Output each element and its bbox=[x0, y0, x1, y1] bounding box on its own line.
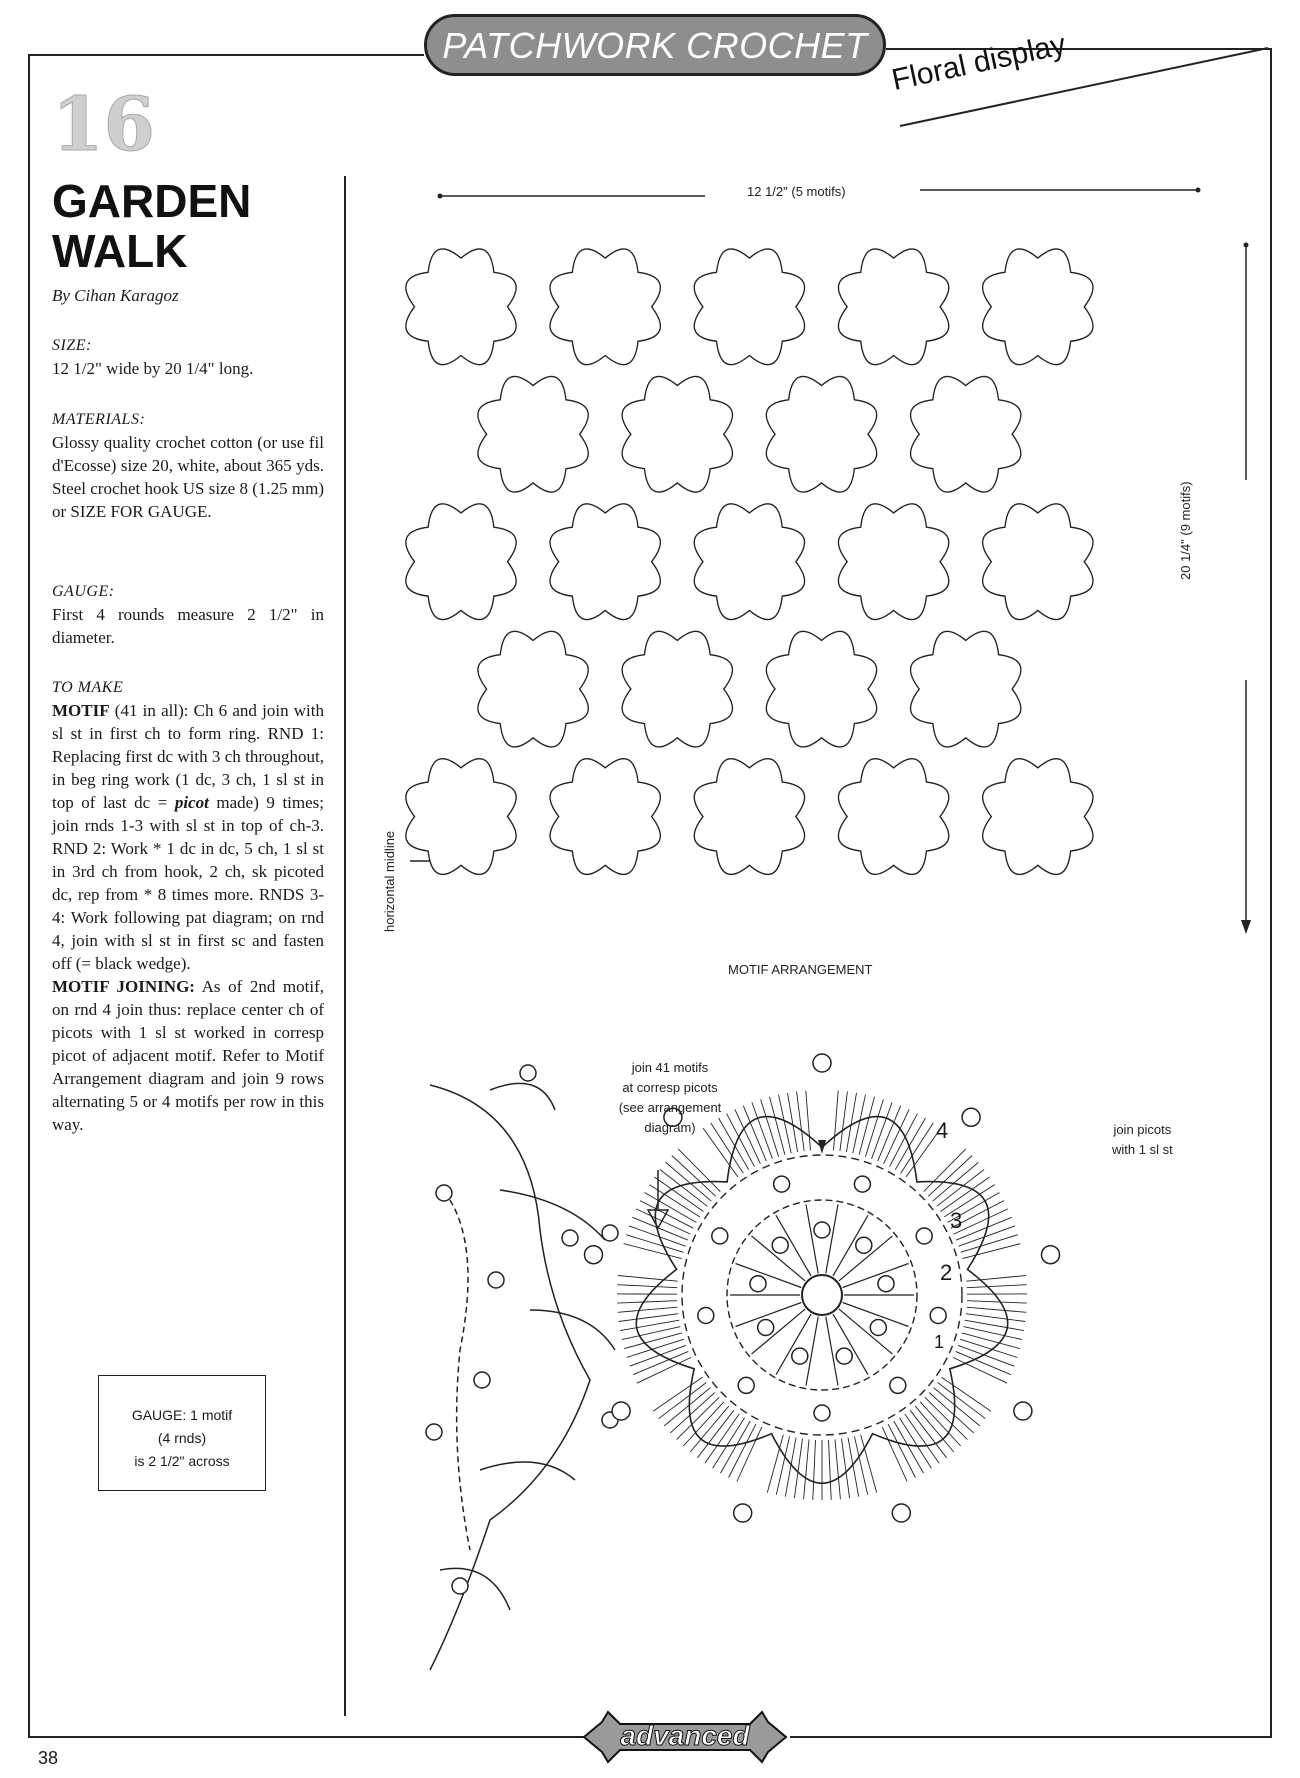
picot bbox=[772, 1237, 788, 1253]
frame-line bbox=[28, 1736, 588, 1738]
motif-flower bbox=[406, 759, 516, 875]
stitch-line bbox=[705, 1414, 739, 1463]
picot bbox=[890, 1377, 906, 1393]
stitch-line bbox=[767, 1435, 783, 1493]
picot bbox=[962, 1108, 980, 1126]
page-number: 38 bbox=[38, 1748, 59, 1768]
stitch-line bbox=[966, 1314, 1026, 1322]
picot bbox=[712, 1228, 728, 1244]
gauge-box-line: (4 rnds) bbox=[157, 1430, 207, 1446]
arrangement-caption: MOTIF ARRANGEMENT bbox=[728, 962, 873, 977]
round-1-label: 1 bbox=[934, 1332, 945, 1352]
motif-flower bbox=[478, 376, 588, 492]
picot-note-line: join picots bbox=[1113, 1122, 1172, 1137]
size-heading: SIZE: bbox=[52, 337, 92, 354]
motif-flower bbox=[983, 504, 1093, 620]
picot bbox=[750, 1276, 766, 1292]
joining-label: MOTIF JOINING: bbox=[52, 977, 195, 996]
stitch-line bbox=[915, 1406, 954, 1452]
stitch-line bbox=[813, 1440, 816, 1500]
materials-section bbox=[52, 408, 324, 523]
stitch-line bbox=[653, 1377, 702, 1411]
stitch-line bbox=[937, 1170, 984, 1207]
motif-flower bbox=[838, 759, 948, 875]
picot bbox=[585, 1246, 603, 1264]
gauge-section bbox=[52, 580, 324, 649]
stitch-line bbox=[804, 1439, 809, 1499]
motif-flower bbox=[694, 249, 804, 365]
motif-flower bbox=[911, 376, 1021, 492]
motif-flower bbox=[694, 504, 804, 620]
join-note-line: (see arrangement bbox=[618, 1100, 722, 1115]
gauge-heading: GAUGE: bbox=[52, 583, 115, 600]
stitch-line bbox=[842, 1439, 850, 1498]
size-text: 12 1/2" wide by 20 1/4" long. bbox=[52, 359, 254, 378]
stitch-line bbox=[962, 1244, 1020, 1259]
join-note bbox=[600, 1058, 740, 1138]
stitch-line bbox=[736, 1264, 802, 1288]
motif-flower bbox=[766, 631, 876, 747]
picot bbox=[1014, 1402, 1032, 1420]
picot bbox=[870, 1320, 886, 1336]
stitch-line bbox=[627, 1339, 684, 1357]
frame-line bbox=[28, 54, 30, 1737]
stitch-line bbox=[835, 1439, 840, 1499]
picot bbox=[878, 1276, 894, 1292]
motif-flower bbox=[622, 631, 732, 747]
round-4-label: 4 bbox=[936, 1118, 949, 1143]
column-divider bbox=[344, 176, 346, 1716]
section-subtitle: Floral display bbox=[888, 27, 1069, 98]
stitch-line bbox=[806, 1204, 818, 1273]
picot bbox=[856, 1237, 872, 1253]
stitch-line bbox=[905, 1414, 939, 1463]
stitch-line bbox=[942, 1377, 991, 1411]
motif-flower bbox=[766, 376, 876, 492]
stitch-line bbox=[626, 1235, 683, 1253]
width-label: 12 1/2" (5 motifs) bbox=[747, 184, 846, 199]
motif-label: MOTIF bbox=[52, 701, 110, 720]
motif-flower bbox=[911, 631, 1021, 747]
stitch-line bbox=[960, 1339, 1017, 1357]
stitch-line bbox=[833, 1314, 868, 1375]
stitch-line bbox=[910, 1410, 947, 1458]
stitch-line bbox=[617, 1301, 677, 1303]
stitch-line bbox=[895, 1118, 925, 1170]
gauge-box-line: GAUGE: 1 motif bbox=[131, 1407, 233, 1423]
stitch-line bbox=[901, 1123, 934, 1173]
stitch-line bbox=[865, 1099, 883, 1156]
stitch-line bbox=[659, 1383, 707, 1419]
stitch-line bbox=[690, 1406, 729, 1452]
motif-text: made) 9 times; join rnds 1-3 with sl st in top of ch-3. RND 2: Work * 1 dc in dc, 5 ch, 1 sl st in 3rd ch from hook, 2 ch, sk picoted dc, rep from * 8 times more. RNDS 3-4: Work following pat diagram; on rnd 4, join with sl st in first sc and fasten off (= black wedge). bbox=[52, 793, 325, 973]
frame-line bbox=[790, 1736, 1270, 1738]
round-2-label: 2 bbox=[940, 1260, 953, 1285]
stitch-line bbox=[840, 1092, 848, 1152]
skill-level: advanced bbox=[620, 1720, 750, 1751]
picot bbox=[930, 1308, 946, 1324]
picot bbox=[738, 1377, 754, 1393]
center-ring bbox=[802, 1275, 842, 1315]
stitch-line bbox=[967, 1301, 1027, 1303]
stitch-line bbox=[624, 1333, 682, 1349]
picot bbox=[916, 1228, 932, 1244]
stitch-line bbox=[761, 1099, 779, 1156]
round-3-label: 3 bbox=[950, 1208, 963, 1233]
motif-flower bbox=[622, 376, 732, 492]
picot bbox=[813, 1054, 831, 1072]
joining-instructions bbox=[52, 975, 324, 1136]
gauge-text: First 4 rounds measure 2 1/2" in diameter. bbox=[52, 605, 324, 647]
pattern-number: 16 bbox=[52, 82, 155, 168]
gauge-box bbox=[98, 1375, 266, 1491]
to-make-heading: TO MAKE bbox=[52, 679, 124, 696]
picot bbox=[792, 1348, 808, 1364]
picot bbox=[1042, 1246, 1060, 1264]
gauge-box-line: is 2 1/2" across bbox=[134, 1453, 230, 1469]
pattern-title bbox=[52, 176, 342, 276]
picot bbox=[734, 1504, 752, 1522]
stitch-line bbox=[925, 1397, 968, 1439]
stitch-line bbox=[697, 1410, 734, 1458]
motif-flower bbox=[983, 249, 1093, 365]
stitch-line bbox=[797, 1092, 805, 1152]
picot bbox=[814, 1222, 830, 1238]
subtitle-underline bbox=[896, 40, 1276, 130]
skill-level-badge bbox=[580, 1710, 790, 1764]
picot bbox=[854, 1176, 870, 1192]
stitch-line bbox=[806, 1317, 818, 1386]
frame-line bbox=[1270, 48, 1272, 1738]
stitch-line bbox=[961, 1235, 1018, 1253]
motif-grid bbox=[406, 249, 1093, 874]
picot-note bbox=[1112, 1120, 1173, 1160]
designer-byline: By Cihan Karagoz bbox=[52, 286, 179, 305]
height-label: 20 1/4" (9 motifs) bbox=[1178, 481, 1193, 580]
stitch-line bbox=[967, 1285, 1027, 1288]
instructions-section bbox=[52, 676, 324, 1136]
frame-line bbox=[28, 54, 424, 56]
stitch-line bbox=[834, 1091, 839, 1151]
series-banner bbox=[424, 14, 886, 76]
size-section bbox=[52, 334, 324, 380]
stitch-line bbox=[776, 1314, 811, 1375]
stitch-line bbox=[770, 1097, 785, 1155]
join-note-line: at corresp picots bbox=[622, 1080, 718, 1095]
picot bbox=[698, 1308, 714, 1324]
stitch-line bbox=[826, 1204, 838, 1273]
stitch-line bbox=[861, 1435, 877, 1493]
stitch-line bbox=[713, 1418, 745, 1469]
motif-flower bbox=[406, 504, 516, 620]
series-title: PATCHWORK CROCHET bbox=[442, 25, 868, 66]
stitch-line bbox=[618, 1307, 678, 1312]
stitch-line bbox=[624, 1244, 682, 1259]
stitch-line bbox=[664, 1388, 710, 1426]
stitch-line bbox=[806, 1091, 811, 1151]
stitch-line bbox=[617, 1285, 677, 1288]
stitch-line bbox=[794, 1439, 802, 1498]
join-note-line: join 41 motifs bbox=[631, 1060, 709, 1075]
motif-flower bbox=[983, 759, 1093, 875]
motif-flower bbox=[838, 249, 948, 365]
motif-flower bbox=[406, 249, 516, 365]
stitch-line bbox=[938, 1383, 986, 1419]
picot bbox=[774, 1176, 790, 1192]
motif-arrangement-diagram bbox=[360, 160, 1260, 1000]
stitch-line bbox=[829, 1440, 832, 1500]
picot bbox=[612, 1402, 630, 1420]
stitch-line bbox=[672, 1156, 716, 1197]
picot-note-line: with 1 sl st bbox=[1112, 1142, 1173, 1157]
joining-text: As of 2nd motif, on rnd 4 join thus: replace center ch of picots with 1 sl st worked in corresp picot of adjacent motif. Refer to Motif Arrangement diagram and join 9 rows alternating 5 or 4 motifs per row in this way. bbox=[52, 977, 325, 1134]
pattern-title-line: WALK bbox=[52, 225, 188, 277]
motif-instructions bbox=[52, 699, 324, 975]
materials-heading: MATERIALS: bbox=[52, 411, 146, 428]
motif-flower bbox=[550, 759, 660, 875]
motif-flower bbox=[694, 759, 804, 875]
motif-flower bbox=[478, 631, 588, 747]
picot-term: picot bbox=[174, 793, 209, 812]
stitch-line bbox=[826, 1317, 838, 1386]
stitch-line bbox=[619, 1314, 679, 1322]
motif-text: (41 in all): Ch 6 and join with sl st in first ch to form ring. RND 1: Replacing first dc with 3 ch throughout, in beg ring work (1 dc, 3 ch, 1 sl st in top of last dc = bbox=[52, 701, 324, 812]
picot bbox=[836, 1348, 852, 1364]
stitch-line bbox=[899, 1418, 931, 1469]
picot bbox=[814, 1405, 830, 1421]
materials-text: Glossy quality crochet cotton (or use fil d'Ecosse) size 20, white, about 365 yds. Steel crochet hook US size 8 (1.25 mm) or SIZE FOR GAUGE. bbox=[52, 433, 324, 521]
stitch-line bbox=[934, 1388, 980, 1426]
stitch-line bbox=[859, 1097, 874, 1155]
pattern-title-line: GARDEN bbox=[52, 175, 252, 227]
motif-flower bbox=[838, 504, 948, 620]
stitch-line bbox=[928, 1156, 972, 1197]
stitch-line bbox=[677, 1397, 720, 1439]
join-note-line: diagram) bbox=[644, 1120, 696, 1135]
stitch-line bbox=[962, 1333, 1020, 1349]
motif-flower bbox=[550, 249, 660, 365]
stitch-line bbox=[843, 1264, 909, 1288]
stitch-line bbox=[660, 1170, 707, 1207]
stitch-line bbox=[967, 1307, 1027, 1312]
picot bbox=[758, 1320, 774, 1336]
motif-flower bbox=[550, 504, 660, 620]
midline-label: horizontal midline bbox=[382, 830, 397, 932]
picot bbox=[892, 1504, 910, 1522]
